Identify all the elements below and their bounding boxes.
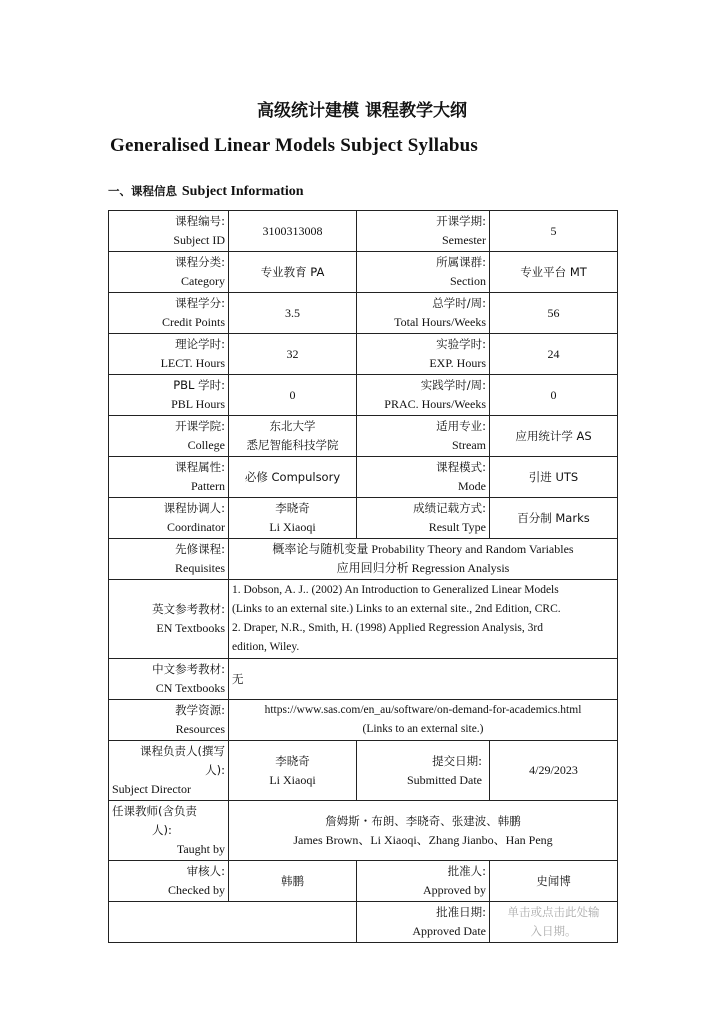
prac-value: 0	[490, 375, 618, 416]
table-row	[109, 416, 618, 457]
table-row	[109, 580, 618, 659]
table-row	[109, 252, 618, 293]
table-row	[109, 741, 618, 801]
table-row	[109, 700, 618, 741]
subject-id-value: 3100313008	[229, 211, 357, 252]
exp-value: 24	[490, 334, 618, 375]
cn-textbooks-label: 中文参考教材: CN Textbooks	[109, 659, 229, 700]
table-row	[109, 457, 618, 498]
coordinator-label: 课程协调人: Coordinator	[109, 498, 229, 539]
director-value: 李晓奇 Li Xiaoqi	[229, 741, 357, 801]
resources-value[interactable]: https://www.sas.com/en_au/software/on-demand-for-academics.html (Links to an external site.)	[229, 700, 618, 741]
taught-value: 詹姆斯・布朗、李晓奇、张建波、韩鹏 James Brown、Li Xiaoqi、Zhang Jianbo、Han Peng	[229, 801, 618, 861]
credit-value: 3.5	[229, 293, 357, 334]
table-row	[109, 539, 618, 580]
table-row	[109, 334, 618, 375]
hours-label: 总学时/周: Total Hours/Weeks	[357, 293, 490, 334]
mode-label: 课程模式: Mode	[357, 457, 490, 498]
stream-value: 应用统计学 AS	[490, 416, 618, 457]
semester-value: 5	[490, 211, 618, 252]
result-label: 成绩记载方式: Result Type	[357, 498, 490, 539]
requisites-label: 先修课程: Requisites	[109, 539, 229, 580]
checked-label: 审核人: Checked by	[109, 861, 229, 902]
approve-date-label: 批准日期: Approved Date	[357, 902, 490, 943]
approved-value: 史闻博	[490, 861, 618, 902]
empty-cell	[109, 902, 357, 943]
section-value: 专业平台 MT	[490, 252, 618, 293]
table-row	[109, 659, 618, 700]
table-row	[109, 801, 618, 861]
section-label: 所属课群: Section	[357, 252, 490, 293]
subject-id-label: 课程编号: Subject ID	[109, 211, 229, 252]
page-title-cn: 高级统计建模 课程教学大纲	[257, 101, 467, 121]
table-row	[109, 498, 618, 539]
pattern-value: 必修 Compulsory	[229, 457, 357, 498]
cn-textbooks-value: 无	[229, 659, 618, 700]
subject-info-table	[108, 210, 618, 943]
table-row	[109, 293, 618, 334]
section-heading-en: Subject Information	[181, 184, 304, 199]
taught-label: 任课教师(含负责 人): Taught by	[109, 801, 229, 861]
mode-value: 引进 UTS	[490, 457, 618, 498]
college-label: 开课学院: College	[109, 416, 229, 457]
hours-value: 56	[490, 293, 618, 334]
prac-label: 实践学时/周: PRAC. Hours/Weeks	[357, 375, 490, 416]
director-label: 课程负责人(撰写 人): Subject Director	[109, 741, 229, 801]
result-value: 百分制 Marks	[490, 498, 618, 539]
section-heading-cn: 一、课程信息	[108, 184, 177, 198]
credit-label: 课程学分: Credit Points	[109, 293, 229, 334]
approve-date-field[interactable]: 单击或点击此处输 入日期。	[490, 902, 618, 943]
category-label: 课程分类: Category	[109, 252, 229, 293]
stream-label: 适用专业: Stream	[357, 416, 490, 457]
table-row	[109, 375, 618, 416]
coordinator-value: 李晓奇 Li Xiaoqi	[229, 498, 357, 539]
lect-label: 理论学时: LECT. Hours	[109, 334, 229, 375]
lect-value: 32	[229, 334, 357, 375]
table-row	[109, 902, 618, 943]
submitted-value: 4/29/2023	[490, 741, 618, 801]
page-title-en: Generalised Linear Models Subject Syllabus	[110, 135, 479, 156]
pbl-label: PBL 学时: PBL Hours	[109, 375, 229, 416]
section-heading	[108, 183, 304, 200]
checked-value: 韩鹏	[229, 861, 357, 902]
approved-label: 批准人: Approved by	[357, 861, 490, 902]
submitted-label: 提交日期: Submitted Date	[357, 741, 490, 801]
table-row	[109, 211, 618, 252]
category-value: 专业教育 PA	[229, 252, 357, 293]
en-textbooks-label: 英文参考教材: EN Textbooks	[109, 580, 229, 659]
pattern-label: 课程属性: Pattern	[109, 457, 229, 498]
college-value: 东北大学 悉尼智能科技学院	[229, 416, 357, 457]
semester-label: 开课学期: Semester	[357, 211, 490, 252]
requisites-value: 概率论与随机变量 Probability Theory and Random Variables 应用回归分析 Regression Analysis	[229, 539, 618, 580]
en-textbooks-value: 1. Dobson, A. J.. (2002) An Introduction to Generalized Linear Models (Links to an external site.) Links to an external site., 2nd Edition, CRC. 2. Draper, N.R., Smith, H. (1998) Applied Regression Analysis, 3rd edition, Wiley.	[229, 580, 618, 659]
resources-label: 教学资源: Resources	[109, 700, 229, 741]
table-row	[109, 861, 618, 902]
pbl-value: 0	[229, 375, 357, 416]
exp-label: 实验学时: EXP. Hours	[357, 334, 490, 375]
